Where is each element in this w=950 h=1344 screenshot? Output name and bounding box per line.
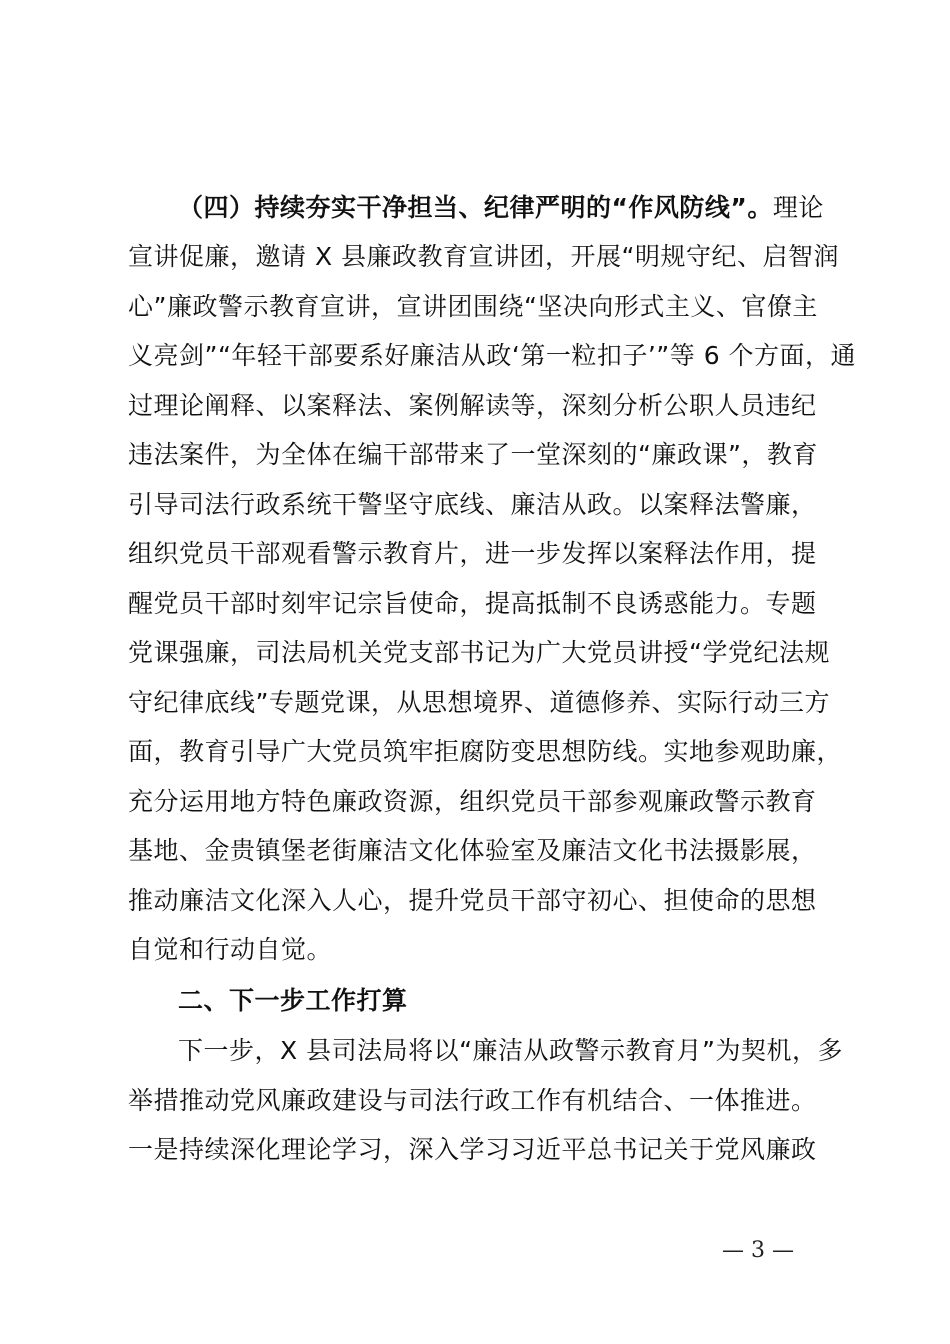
paragraph-line: 面，教育引导广大党员筑牢拒腐防变思想防线。实地参观助廉， <box>128 737 843 766</box>
paragraph-text: 理论 <box>772 193 824 222</box>
paragraph-line: 义亮剑”“年轻干部要系好廉洁从政‘第一粒扣子’”等 6 个方面，通 <box>128 341 857 370</box>
page-number: — 3 — <box>722 1238 794 1263</box>
section-two-heading: 二、下一步工作打算 <box>178 986 408 1015</box>
paragraph-line: 下一步，X 县司法局将以“廉洁从政警示教育月”为契机，多 <box>178 1036 843 1065</box>
paragraph-line: 充分运用地方特色廉政资源，组织党员干部参观廉政警示教育 <box>128 787 817 816</box>
paragraph-line: 违法案件，为全体在编干部带来了一堂深刻的“廉政课”，教育 <box>128 440 818 469</box>
paragraph-line: 党课强廉，司法局机关党支部书记为广大党员讲授“学党纪法规 <box>128 638 830 667</box>
paragraph-line: 引导司法行政系统干警坚守底线、廉洁从政。以案释法警廉， <box>128 490 817 519</box>
paragraph-line: 过理论阐释、以案释法、案例解读等，深刻分析公职人员违纪 <box>128 391 817 420</box>
paragraph-line: 心”廉政警示教育宣讲，宣讲团围绕“坚决向形式主义、官僚主 <box>128 292 818 321</box>
paragraph-line: 一是持续深化理论学习，深入学习习近平总书记关于党风廉政 <box>128 1135 817 1164</box>
paragraph-line: 组织党员干部观看警示教育片，进一步发挥以案释法作用，提 <box>128 539 817 568</box>
paragraph-line <box>178 188 824 228</box>
paragraph-line: 举措推动党风廉政建设与司法行政工作有机结合、一体推进。 <box>128 1086 817 1115</box>
paragraph-line: 宣讲促廉，邀请 X 县廉政教育宣讲团，开展“明规守纪、启智润 <box>128 242 839 271</box>
paragraph-line: 基地、金贵镇堡老街廉洁文化体验室及廉洁文化书法摄影展， <box>128 836 817 865</box>
section-four-heading: （四）持续夯实干净担当、纪律严明的“作风防线”。 <box>178 193 773 222</box>
paragraph-line: 自觉和行动自觉。 <box>128 935 333 964</box>
paragraph-line: 守纪律底线”专题党课，从思想境界、道德修养、实际行动三方 <box>128 688 830 717</box>
paragraph-line: 推动廉洁文化深入人心，提升党员干部守初心、担使命的思想 <box>128 886 817 915</box>
paragraph-line: 醒党员干部时刻牢记宗旨使命，提高抵制不良诱惑能力。专题 <box>128 589 817 618</box>
